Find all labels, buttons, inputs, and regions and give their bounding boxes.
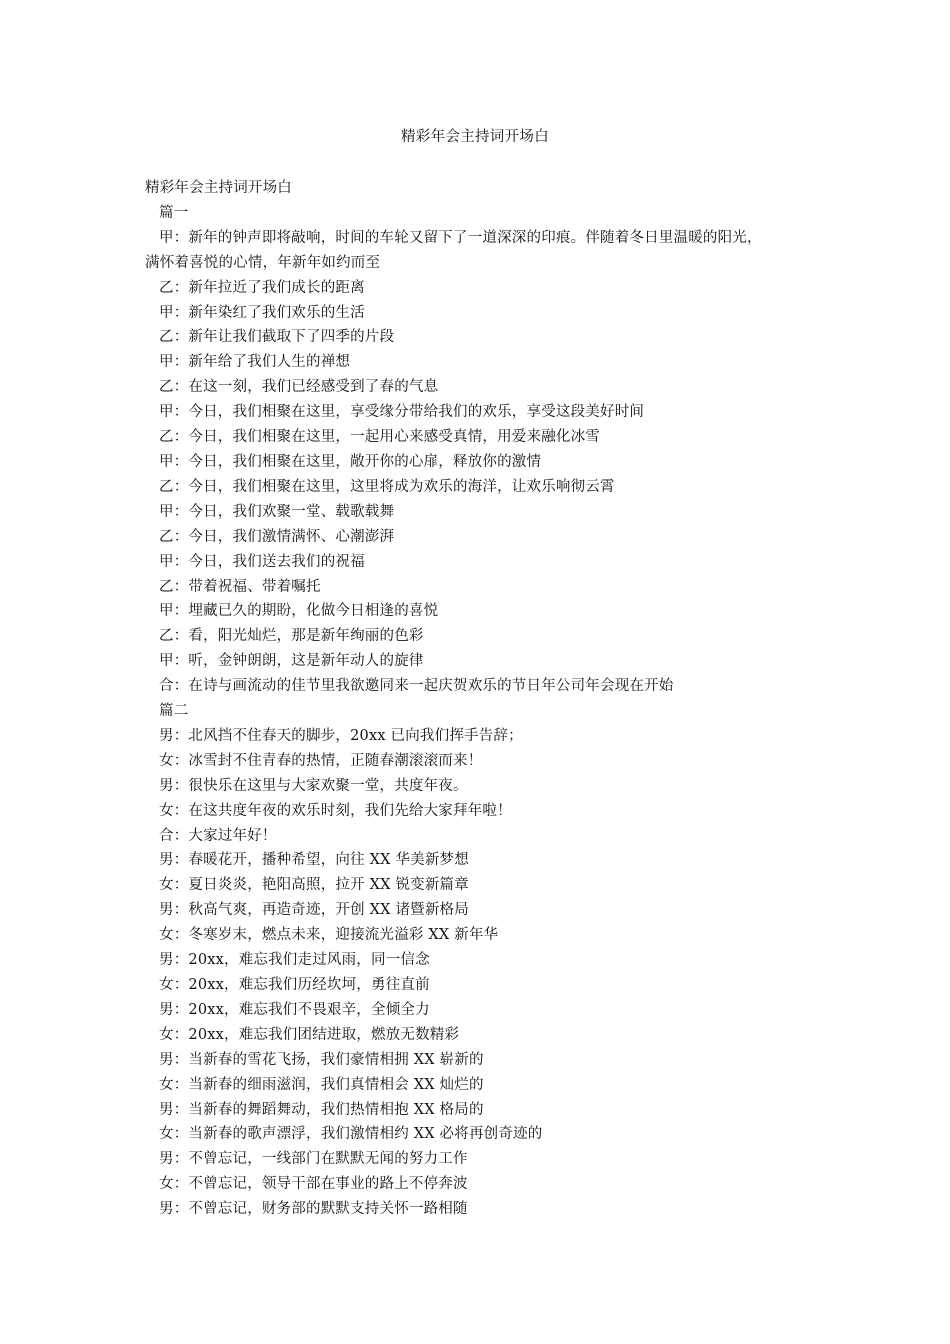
dialogue-line: 乙：在这一刻，我们已经感受到了春的气息 bbox=[159, 379, 439, 396]
dialogue-part-2 bbox=[145, 724, 825, 1222]
dialogue-line: 女：当新春的细雨滋润，我们真情相会 XX 灿烂的 bbox=[159, 1076, 484, 1093]
dialogue-line: 乙：看，阳光灿烂，那是新年绚丽的色彩 bbox=[159, 628, 424, 645]
dialogue-line: 乙：带着祝福、带着嘱托 bbox=[159, 578, 321, 595]
dialogue-line: 甲：听，金钟朗朗，这是新年动人的旋律 bbox=[159, 653, 424, 670]
dialogue-line: 男：当新春的舞蹈舞动，我们热情相抱 XX 格局的 bbox=[159, 1101, 484, 1118]
dialogue-line: 乙：今日，我们相聚在这里，这里将成为欢乐的海洋，让欢乐响彻云霄 bbox=[159, 478, 615, 495]
document-title: 精彩年会主持词开场白 bbox=[401, 129, 549, 145]
document-body bbox=[145, 176, 825, 1222]
dialogue-line: 合：大家过年好！ bbox=[159, 827, 277, 844]
dialogue-line: 乙：新年拉近了我们成长的距离 bbox=[159, 279, 365, 296]
dialogue-line: 男：20xx，难忘我们走过风雨，同一信念 bbox=[159, 952, 430, 969]
dialogue-line: 甲：今日，我们送去我们的祝福 bbox=[159, 553, 365, 570]
dialogue-line: 男：不曾忘记，财务部的默默支持关怀一路相随 bbox=[159, 1201, 468, 1218]
document-heading: 精彩年会主持词开场白 bbox=[145, 180, 292, 196]
dialogue-line: 男：不曾忘记，一线部门在默默无闻的努力工作 bbox=[159, 1151, 468, 1168]
dialogue-line: 乙：今日，我们相聚在这里，一起用心来感受真情，用爱来融化冰雪 bbox=[159, 429, 600, 446]
dialogue-line: 乙：今日，我们激情满怀、心潮澎湃 bbox=[159, 528, 395, 545]
dialogue-line-continuation: 满怀着喜悦的心情，年新年如约而至 bbox=[145, 254, 381, 271]
dialogue-line: 男：北风挡不住春天的脚步，20xx 已向我们挥手告辞； bbox=[159, 727, 523, 744]
dialogue-line: 男：20xx，难忘我们不畏艰辛，全倾全力 bbox=[159, 1001, 430, 1018]
dialogue-line: 乙：新年让我们截取下了四季的片段 bbox=[159, 329, 395, 346]
dialogue-line: 甲：新年给了我们人生的禅想 bbox=[159, 354, 351, 371]
dialogue-line: 女：夏日炎炎，艳阳高照，拉开 XX 锐变新篇章 bbox=[159, 877, 469, 894]
dialogue-line: 女：20xx，难忘我们团结进取，燃放无数精彩 bbox=[159, 1026, 460, 1043]
dialogue-line: 女：在这共度年夜的欢乐时刻，我们先给大家拜年啦！ bbox=[159, 802, 512, 819]
dialogue-line: 甲：今日，我们相聚在这里，敞开你的心扉，释放你的激情 bbox=[159, 453, 542, 470]
dialogue-line: 女：当新春的歌声漂浮，我们激情相约 XX 必将再创奇迹的 bbox=[159, 1126, 543, 1143]
dialogue-part-1 bbox=[145, 276, 825, 699]
section-heading-1: 篇一 bbox=[159, 204, 189, 221]
dialogue-line: 女：20xx，难忘我们历经坎坷，勇往直前 bbox=[159, 977, 430, 993]
dialogue-line: 女：冬寒岁末，燃点未来，迎接流光溢彩 XX 新年华 bbox=[159, 927, 499, 944]
dialogue-line: 甲：新年染红了我们欢乐的生活 bbox=[159, 304, 365, 321]
dialogue-line: 合：在诗与画流动的佳节里我欲邀同来一起庆贺欢乐的节日年公司年会现在开始 bbox=[159, 678, 674, 695]
section-heading-2: 篇二 bbox=[159, 703, 189, 720]
dialogue-line: 男：当新春的雪花飞扬，我们豪情相拥 XX 崭新的 bbox=[159, 1051, 484, 1068]
dialogue-line: 甲：埋藏已久的期盼，化做今日相逢的喜悦 bbox=[159, 603, 439, 620]
dialogue-line: 甲：今日，我们欢聚一堂、载歌载舞 bbox=[159, 503, 395, 520]
dialogue-line: 女：不曾忘记，领导干部在事业的路上不停奔波 bbox=[159, 1176, 468, 1193]
dialogue-line: 女：冰雪封不住青春的热情，正随春潮滚滚而来！ bbox=[159, 752, 483, 769]
dialogue-line: 男：春暖花开，播种希望，向往 XX 华美新梦想 bbox=[159, 852, 469, 869]
dialogue-line: 甲：新年的钟声即将敲响，时间的车轮又留下了一道深深的印痕。伴随着冬日里温暖的阳光， bbox=[159, 229, 762, 246]
dialogue-line: 男：秋高气爽，再造奇迹，开创 XX 诸暨新格局 bbox=[159, 902, 469, 919]
dialogue-line: 甲：今日，我们相聚在这里，享受缘分带给我们的欢乐，享受这段美好时间 bbox=[159, 404, 645, 421]
dialogue-line: 男：很快乐在这里与大家欢聚一堂，共度年夜。 bbox=[159, 777, 468, 794]
